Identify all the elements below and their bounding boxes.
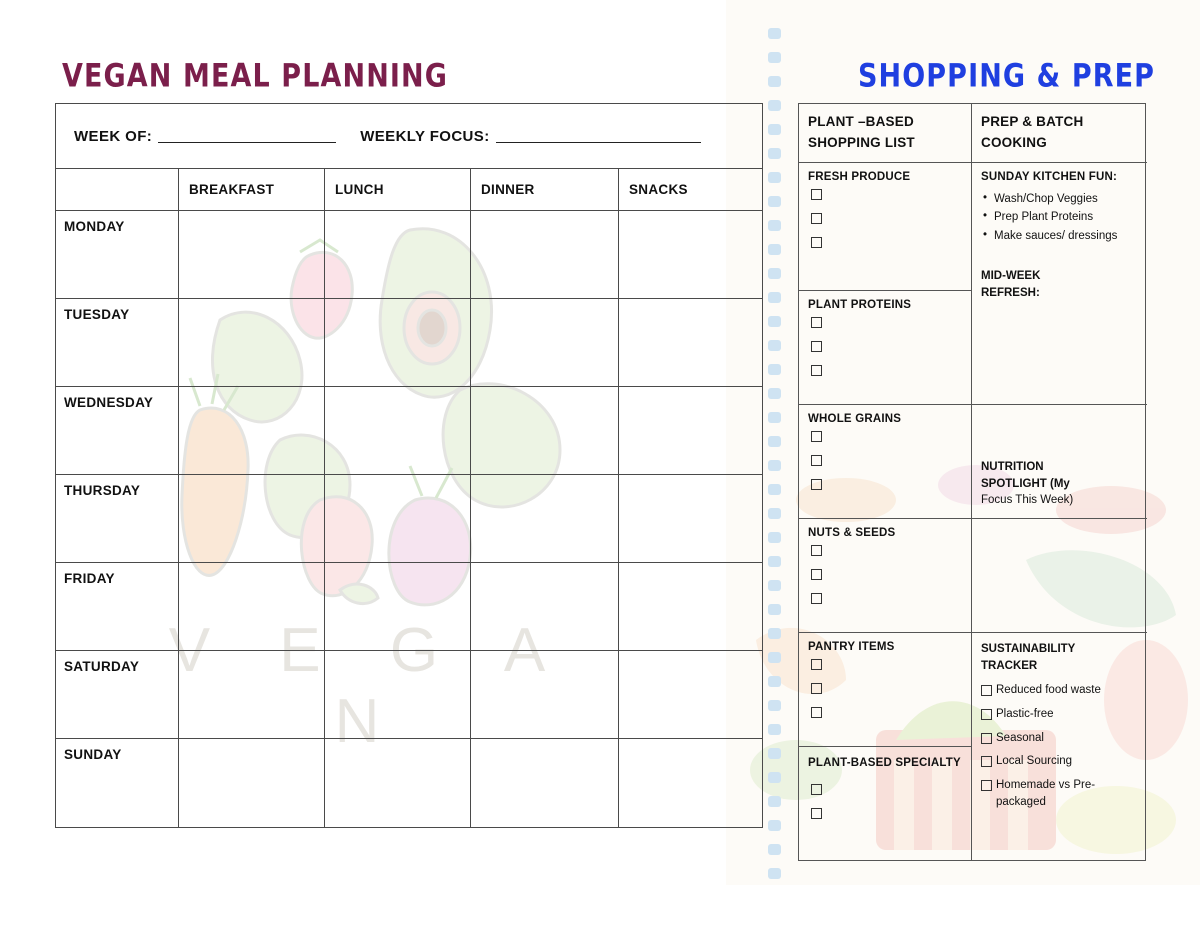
cell-saturday-lunch[interactable] <box>325 651 471 739</box>
checkbox-seasonal[interactable] <box>981 733 992 744</box>
checkbox-local-sourcing[interactable] <box>981 756 992 767</box>
week-of-input[interactable] <box>158 129 336 143</box>
cell-wednesday-dinner[interactable] <box>471 387 619 475</box>
day-label-sunday: SUNDAY <box>56 739 179 827</box>
checkbox-plant-proteins-3[interactable] <box>811 365 822 376</box>
day-label-thursday: THURSDAY <box>56 475 179 563</box>
checkbox-whole-grains-1[interactable] <box>811 431 822 442</box>
nutrition-spotlight-line1: NUTRITION <box>981 460 1044 473</box>
tracker-item-local-sourcing[interactable] <box>981 753 1139 770</box>
tracker-label-seasonal: Seasonal <box>996 731 1044 744</box>
day-label-friday: FRIDAY <box>56 563 179 651</box>
sunday-kitchen-list <box>981 191 1139 244</box>
tracker-label-homemade-vs-prepackaged: Homemade vs Pre-packaged <box>996 778 1096 808</box>
cell-sunday-dinner[interactable] <box>471 739 619 827</box>
section-title-fresh-produce: FRESH PRODUCE <box>808 170 911 183</box>
cell-saturday-snacks[interactable] <box>619 651 762 739</box>
sunday-item-2: • Prep Plant Proteins <box>981 209 1139 225</box>
weekly-focus-input[interactable] <box>496 129 701 143</box>
midweek-refresh-line2: REFRESH: <box>981 286 1040 299</box>
section-plant-based-specialty <box>799 747 972 860</box>
section-sunday-kitchen-fun <box>972 163 1147 405</box>
cell-wednesday-lunch[interactable] <box>325 387 471 475</box>
shopping-list-header-line2: SHOPPING LIST <box>808 134 915 150</box>
cell-friday-dinner[interactable] <box>471 563 619 651</box>
checkbox-fresh-produce-3[interactable] <box>811 237 822 248</box>
cell-friday-breakfast[interactable] <box>179 563 325 651</box>
cell-wednesday-snacks[interactable] <box>619 387 762 475</box>
tracker-item-homemade-vs-prepackaged[interactable] <box>981 777 1139 810</box>
tracker-item-reduced-food-waste[interactable] <box>981 682 1139 699</box>
checkbox-whole-grains-2[interactable] <box>811 455 822 466</box>
section-pantry-items <box>799 633 972 747</box>
checkbox-plant-proteins-1[interactable] <box>811 317 822 328</box>
cell-sunday-snacks[interactable] <box>619 739 762 827</box>
nutrition-spotlight-line3: Focus This Week) <box>981 494 1074 507</box>
cell-sunday-lunch[interactable] <box>325 739 471 827</box>
column-header-blank <box>56 169 179 211</box>
cell-saturday-breakfast[interactable] <box>179 651 325 739</box>
section-title-nuts-seeds: NUTS & SEEDS <box>808 526 896 539</box>
sunday-kitchen-title: SUNDAY KITCHEN FUN: <box>981 170 1118 183</box>
checkbox-nuts-seeds-2[interactable] <box>811 569 822 580</box>
prep-header <box>972 104 1147 163</box>
day-label-wednesday: WEDNESDAY <box>56 387 179 475</box>
checkbox-nuts-seeds-3[interactable] <box>811 593 822 604</box>
spiral-binding <box>768 28 782 898</box>
cell-tuesday-breakfast[interactable] <box>179 299 325 387</box>
cell-tuesday-dinner[interactable] <box>471 299 619 387</box>
cell-friday-snacks[interactable] <box>619 563 762 651</box>
column-header-lunch: LUNCH <box>325 169 471 211</box>
tracker-item-plastic-free[interactable] <box>981 706 1139 723</box>
shopping-prep-table <box>798 103 1146 861</box>
tracker-label-reduced-food-waste: Reduced food waste <box>996 684 1101 697</box>
cell-thursday-lunch[interactable] <box>325 475 471 563</box>
cell-tuesday-snacks[interactable] <box>619 299 762 387</box>
meal-grid <box>56 169 762 827</box>
section-title-plant-based-specialty: PLANT-BASED SPECIALTY <box>808 756 961 769</box>
checkbox-pantry-items-1[interactable] <box>811 659 822 670</box>
cell-tuesday-lunch[interactable] <box>325 299 471 387</box>
cell-thursday-snacks[interactable] <box>619 475 762 563</box>
page-title-right: SHOPPING & PREP <box>858 58 1156 95</box>
cell-friday-lunch[interactable] <box>325 563 471 651</box>
day-label-monday: MONDAY <box>56 211 179 299</box>
weekly-focus-label: WEEKLY FOCUS: <box>360 127 490 145</box>
checkbox-reduced-food-waste[interactable] <box>981 685 992 696</box>
section-fresh-produce <box>799 163 972 291</box>
sustainability-title-line2: TRACKER <box>981 659 1038 672</box>
sunday-item-1: • Wash/Chop Veggies <box>981 191 1139 207</box>
week-of-label: WEEK OF: <box>74 127 153 145</box>
shopping-list-header-line1: PLANT –BASED <box>808 114 914 129</box>
cell-monday-lunch[interactable] <box>325 211 471 299</box>
nutrition-spotlight-writing-area[interactable] <box>972 519 1147 633</box>
cell-saturday-dinner[interactable] <box>471 651 619 739</box>
checkbox-fresh-produce-1[interactable] <box>811 189 822 200</box>
checkbox-homemade-vs-prepackaged[interactable] <box>981 780 992 791</box>
cell-thursday-dinner[interactable] <box>471 475 619 563</box>
column-header-breakfast: BREAKFAST <box>179 169 325 211</box>
day-label-tuesday: TUESDAY <box>56 299 179 387</box>
tracker-label-local-sourcing: Local Sourcing <box>996 755 1073 768</box>
checkbox-plastic-free[interactable] <box>981 709 992 720</box>
section-sustainability-tracker <box>972 633 1147 860</box>
section-title-plant-proteins: PLANT PROTEINS <box>808 298 912 311</box>
prep-header-line2: COOKING <box>981 134 1047 150</box>
prep-header-line1: PREP & BATCH <box>981 114 1084 129</box>
section-nutrition-spotlight <box>972 405 1147 519</box>
checkbox-plant-based-specialty-2[interactable] <box>811 808 822 819</box>
checkbox-plant-proteins-2[interactable] <box>811 341 822 352</box>
vegan-watermark-text: V E G A N <box>168 616 572 756</box>
column-header-dinner: DINNER <box>471 169 619 211</box>
midweek-refresh-line1: MID-WEEK <box>981 269 1041 282</box>
meal-planner-table <box>55 103 763 828</box>
checkbox-nuts-seeds-1[interactable] <box>811 545 822 556</box>
cell-monday-snacks[interactable] <box>619 211 762 299</box>
section-plant-proteins <box>799 291 972 405</box>
section-nuts-seeds <box>799 519 972 633</box>
section-title-whole-grains: WHOLE GRAINS <box>808 412 902 425</box>
cell-thursday-breakfast[interactable] <box>179 475 325 563</box>
cell-monday-breakfast[interactable] <box>179 211 325 299</box>
shopping-list-header <box>799 104 972 163</box>
checkbox-pantry-items-2[interactable] <box>811 683 822 694</box>
cell-sunday-breakfast[interactable] <box>179 739 325 827</box>
day-label-saturday: SATURDAY <box>56 651 179 739</box>
checkbox-plant-based-specialty-1[interactable] <box>811 784 822 795</box>
sunday-item-3: • Make sauces/ dressings <box>981 228 1139 244</box>
cell-wednesday-breakfast[interactable] <box>179 387 325 475</box>
checkbox-fresh-produce-2[interactable] <box>811 213 822 224</box>
sustainability-title-line1: SUSTAINABILITY <box>981 642 1076 655</box>
section-whole-grains <box>799 405 972 519</box>
tracker-label-plastic-free: Plastic-free <box>996 707 1054 720</box>
cell-monday-dinner[interactable] <box>471 211 619 299</box>
week-header-row <box>56 104 762 169</box>
nutrition-spotlight-line2: SPOTLIGHT (My <box>981 477 1070 490</box>
checkbox-pantry-items-3[interactable] <box>811 707 822 718</box>
checkbox-whole-grains-3[interactable] <box>811 479 822 490</box>
tracker-item-seasonal[interactable] <box>981 730 1139 747</box>
section-title-pantry-items: PANTRY ITEMS <box>808 640 895 653</box>
column-header-snacks: SNACKS <box>619 169 762 211</box>
page-title-left: VEGAN MEAL PLANNING <box>62 58 448 95</box>
